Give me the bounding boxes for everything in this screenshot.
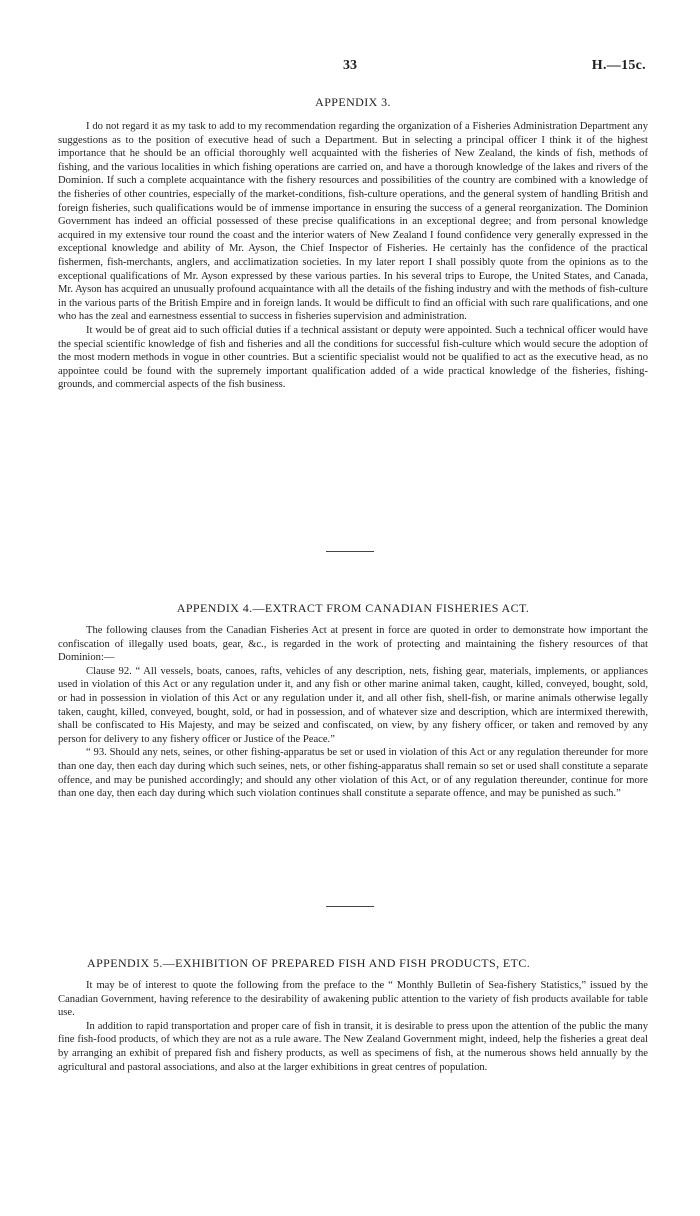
appendix-4-paragraph-2: Clause 92. “ All vessels, boats, canoes, rafts, vehicles of any description, nets, fishing gear, materials, implements, or appliances used in violation of this Act or any regulation under it, and any fish or other marine animal taken, caught, killed, conveyed, bought, sold, or had in possession in violation of this Act or any regulation under it, and all other fish, shell-fish, or marine animals otherwise legally taken, caught, killed, conveyed, bought, sold, or had in possession, and of whatever size and description, which are intermixed therewith, shall be confiscated to His Majesty, and may be seized and confiscated, on view, by any fishery officer, or taken and removed by any person for delivery to any fishery officer or Justice of the Peace.” (58, 665, 648, 745)
appendix-4-body (58, 624, 648, 801)
section-divider (326, 906, 374, 907)
document-reference: H.—15c. (591, 58, 646, 73)
appendix-4-paragraph-1: The following clauses from the Canadian Fisheries Act at present in force are quoted in order to demonstrate how important the confiscation of illegally used boats, gear, &c., is regarded in the work of protecting and maintaining the fishery resources of that Dominion:— (58, 625, 648, 664)
appendix-4-paragraph-3: “ 93. Should any nets, seines, or other fishing-apparatus be set or used in violation of this Act or any regulation thereunder for more than one day, then each day during which such seines, nets, or other fishing-apparatus shall remain so set or used shall constitute a separate offence, and may be punished accordingly; and should any other violation of this Act, or of any regulation thereunder, continue for more than one day, then each day during which such violation continues shall constitute a separate offence, and may be punished as such.” (58, 747, 648, 800)
appendix-3-title: APPENDIX 3. (315, 95, 391, 109)
appendix-3-body (58, 120, 648, 392)
section-divider (326, 551, 374, 552)
appendix-5-paragraph-1: It may be of interest to quote the following from the preface to the “ Monthly Bulletin of Sea-fishery Statistics,” issued by the Canadian Government, having reference to the desirability of awakening public attention to the variety of fish products available for table use. (58, 980, 648, 1019)
appendix-3-paragraph-1: I do not regard it as my task to add to my recommendation regarding the organization of a Fisheries Administration Department any suggestions as to the position of executive head of such a Department. But in selecting a principal officer I think it of the highest importance that he should be an official thoroughly well acquainted with the fisheries of New Zealand, the kinds of fish, methods of fishing, and the various localities in which fishing operations are carried on, and have a thorough knowledge of the lakes and rivers of the Dominion. If such a complete acquaintance with the fishery resources and possibilities of the country are combined with a knowledge of the fisheries of other countries, especially of the market-conditions, fish-culture operations, and the general system of handling British and foreign fisheries, such qualifications would be of immense importance in ensuring the success of a general reorganization. The Dominion Government has indeed an official possessed of these precise qualifications in an exceptional degree; and from personal knowledge acquired in my extensive tour round the coast and the interior waters of New Zealand I found confidence very generally expressed in the exceptional knowledge and ability of Mr. Ayson, the Chief Inspector of Fisheries. He certainly has the confidence of the practical fishermen, fish-merchants, anglers, and acclimatization societies. In my later report I shall possibly quote from the opinions as to the exceptional qualifications of Mr. Ayson expressed by these various parties. In his several trips to Europe, the United States, and Canada, Mr. Ayson has acquired an unusually profound acquaintance with all the details of the fishing industry and with the methods of fish-culture in the various parts of the British Empire and in foreign lands. It would be difficult to find an official with such rare qualifications, and one who has the zeal and earnestness essential to success in fisheries supervision and administration. (58, 121, 648, 323)
page-number: 33 (343, 58, 357, 73)
appendix-5-paragraph-2: In addition to rapid transportation and proper care of fish in transit, it is desirable to press upon the attention of the public the many fine fish-food products, of which they are not as a rule aware. The New Zealand Government might, indeed, help the fisheries a great deal by arranging an exhibit of prepared fish and fishery products, as well as specimens of fish, at the numerous shows held annually by the agricultural and pastoral associations, and also at the larger exhibitions in great centres of population. (58, 1020, 648, 1073)
appendix-3-paragraph-2: It would be of great aid to such official duties if a technical assistant or deputy were appointed. Such a technical officer would have the special scientific knowledge of fish and fisheries and all the conditions for successful fish-culture which would secure the adoption of the most modern methods in vogue in other countries. But a scientific specialist would not be qualified to act as the executive head, as no appointee could be found with the supremely important qualification added of a wide practical knowledge of the fisheries, fishing-grounds, and commercial aspects of the fish business. (58, 324, 648, 391)
appendix-5-title: APPENDIX 5.—EXHIBITION OF PREPARED FISH AND FISH PRODUCTS, ETC. (87, 956, 531, 970)
appendix-5-body (58, 979, 648, 1074)
appendix-4-title: APPENDIX 4.—EXTRACT FROM CANADIAN FISHERIES ACT. (176, 601, 530, 615)
